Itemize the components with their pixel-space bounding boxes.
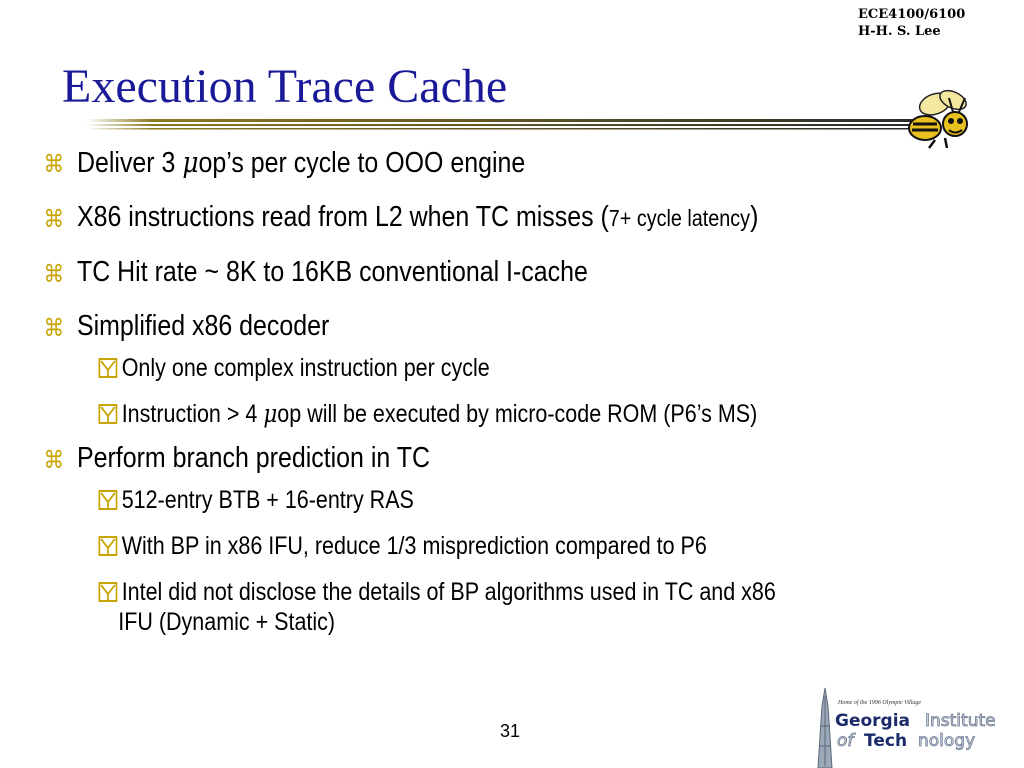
- bullet-branch-prediction: ⌘ Perform branch prediction in TC: [40, 441, 989, 475]
- checkbox-check-icon: [98, 490, 117, 510]
- logo-tagline: Home of the 1996 Olympic Village: [838, 700, 922, 706]
- command-key-icon: ⌘: [43, 446, 65, 474]
- checkbox-check-icon: [98, 536, 117, 556]
- logo-institute: Institute: [925, 711, 996, 731]
- command-key-icon: ⌘: [43, 260, 65, 288]
- page-number: 31: [500, 721, 521, 741]
- command-key-icon: ⌘: [43, 314, 65, 342]
- subbullet-intel-bp: Intel did not disclose the details of BP algorithms used in TC and x86 IFU (Dynamic + Static): [40, 577, 1024, 637]
- yellow-jacket-mascot-icon: [905, 84, 983, 150]
- bullet-decoder: ⌘ Simplified x86 decoder: [40, 309, 989, 343]
- subbullet-bp-ifu: With BP in x86 IFU, reduce 1/3 misprediction compared to P6: [40, 531, 1024, 561]
- subbullet-one-complex: Only one complex instruction per cycle: [40, 353, 1024, 383]
- subbullet-microcode: Instruction > 4 μop will be executed by micro-code ROM (P6’s MS): [40, 399, 1024, 429]
- command-key-icon: ⌘: [43, 205, 65, 233]
- logo-georgia: Georgia: [835, 711, 911, 731]
- logo-nology: nology: [918, 731, 976, 751]
- bullet-x86-l2: ⌘ X86 instructions read from L2 when TC misses (7+ cycle latency): [40, 200, 989, 235]
- checkbox-check-icon: [98, 358, 117, 378]
- command-key-icon: ⌘: [43, 150, 65, 178]
- checkbox-check-icon: [98, 582, 117, 602]
- title-underline-rule: [86, 118, 916, 134]
- course-author: H-H. S. Lee: [858, 24, 941, 39]
- bullet-deliver: ⌘ Deliver 3 μop’s per cycle to OOO engine: [43, 145, 526, 179]
- slide-title: Execution Trace Cache: [62, 60, 508, 113]
- bullet-hit-rate: ⌘ TC Hit rate ~ 8K to 16KB conventional I-cache: [40, 255, 989, 289]
- course-header: [858, 6, 965, 40]
- checkbox-check-icon: [98, 404, 117, 424]
- logo-of: of: [837, 731, 854, 751]
- logo-tech: Tech: [864, 731, 908, 751]
- course-code: ECE4100/6100: [858, 7, 966, 22]
- bullet-list: [40, 145, 1000, 653]
- subbullet-btb-ras: 512-entry BTB + 16-entry RAS: [40, 485, 1024, 515]
- georgia-tech-logo: [808, 686, 1024, 768]
